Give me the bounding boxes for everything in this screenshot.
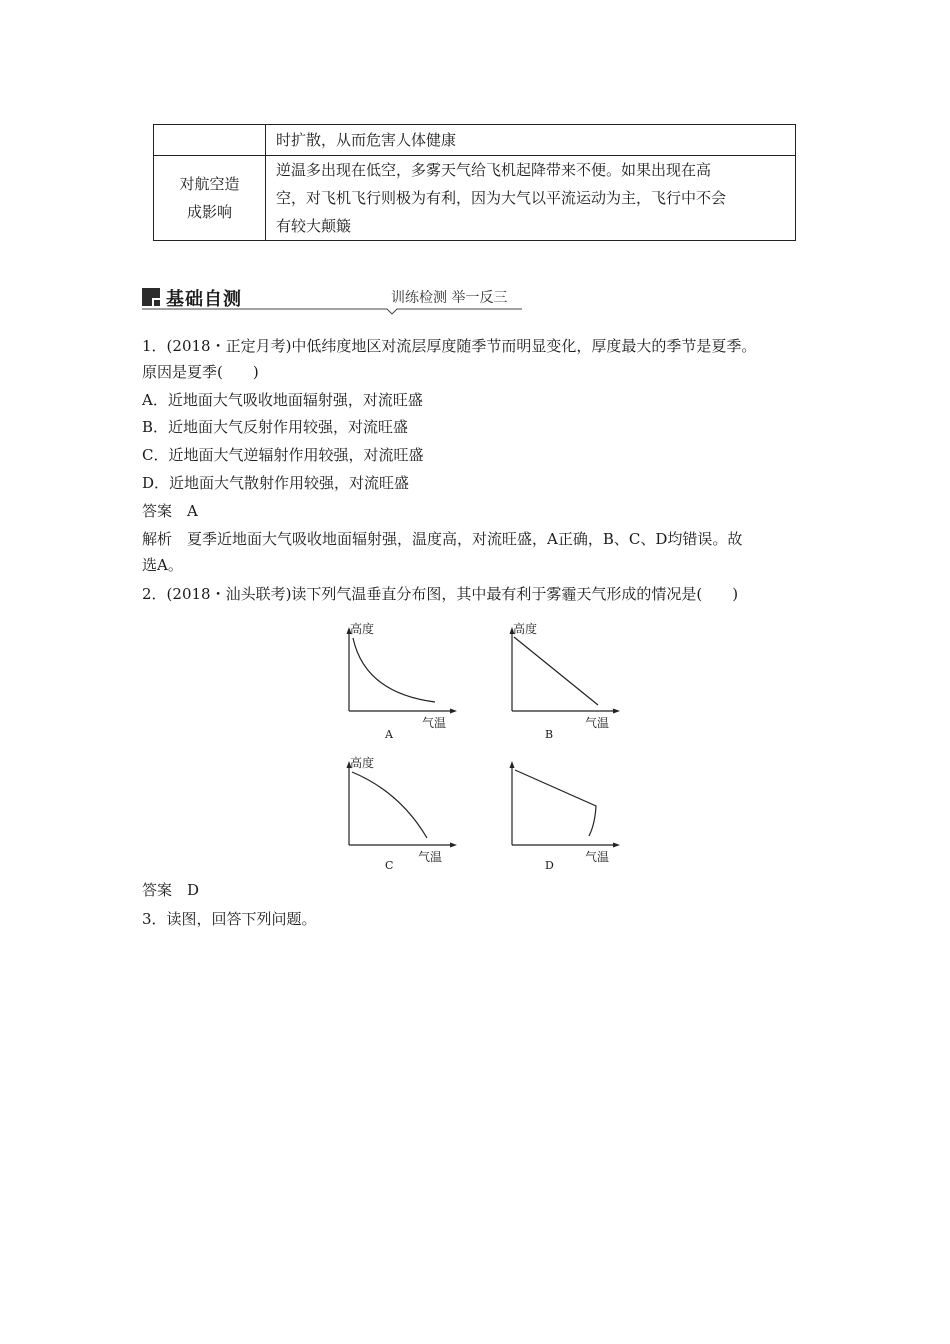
- q1-answer: 答案 A: [142, 502, 198, 520]
- x-axis-label: 气温: [585, 850, 610, 864]
- q3-stem: 3．读图，回答下列问题。: [142, 910, 317, 928]
- info-table: [153, 124, 796, 241]
- table-text-line: 空，对飞机飞行则极为有利，因为大气以平流运动为主，飞行中不会: [276, 189, 727, 207]
- q1-analysis-line: 选A。: [142, 556, 183, 574]
- y-axis-label: 高度: [350, 756, 375, 770]
- q1-stem-line: 1．(2018・正定月考)中低纬度地区对流层厚度随季节而明显变化，厚度最大的季节是夏季。: [142, 337, 757, 355]
- chart-d: [503, 752, 653, 877]
- temperature-line: [514, 637, 598, 705]
- section-underline: [142, 307, 522, 317]
- x-axis-arrow: [613, 709, 620, 714]
- q2-answer: 答案 D: [142, 881, 200, 899]
- table-text-line: 时扩散，从而危害人体健康: [276, 131, 457, 149]
- x-axis-arrow: [450, 843, 457, 848]
- temperature-curve: [515, 770, 596, 836]
- table-row: [154, 156, 796, 241]
- chart-c: [340, 752, 490, 877]
- x-axis-label: 气温: [585, 716, 610, 730]
- table-text-line: 逆温多出现在低空，多雾天气给飞机起降带来不便。如果出现在高: [276, 161, 712, 179]
- chart-caption: B: [545, 728, 554, 741]
- q1-option: B．近地面大气反射作用较强，对流旺盛: [142, 418, 409, 436]
- temperature-curve: [352, 772, 427, 838]
- q1-option: A．近地面大气吸收地面辐射强，对流旺盛: [142, 391, 423, 409]
- table-label-line: 成影响: [186, 203, 232, 221]
- table-row: [154, 125, 796, 156]
- table-text-line: 有较大颠簸: [276, 217, 352, 235]
- chart-b: [503, 618, 653, 743]
- table-cell-text: [266, 125, 796, 156]
- y-axis-arrow: [510, 761, 515, 768]
- table-label-line: 对航空造: [179, 175, 240, 193]
- temperature-curve: [353, 638, 435, 702]
- y-axis-label: 高度: [350, 622, 375, 636]
- q1-stem-line: 原因是夏季( ): [142, 363, 259, 381]
- q2-stem: 2．(2018・汕头联考)读下列气温垂直分布图，其中最有利于雾霾天气形成的情况是( ): [142, 585, 739, 603]
- x-axis-label: 气温: [418, 850, 443, 864]
- section-square-icon: [142, 288, 160, 306]
- section-header: [142, 285, 522, 315]
- chart-caption: D: [545, 859, 554, 872]
- table-cell-label: [154, 156, 266, 241]
- table-cell-label: [154, 125, 266, 156]
- chart-d-svg: [503, 752, 653, 877]
- chart-caption: C: [385, 859, 394, 872]
- x-axis-label: 气温: [422, 716, 447, 730]
- chart-a: [340, 618, 490, 743]
- section-subtitle: 训练检测 举一反三: [391, 290, 508, 306]
- table-cell-text: [266, 156, 796, 241]
- x-axis-arrow: [450, 709, 457, 714]
- q1-option: D．近地面大气散射作用较强，对流旺盛: [142, 474, 410, 492]
- q1-option: C．近地面大气逆辐射作用较强，对流旺盛: [142, 446, 424, 464]
- y-axis-label: 高度: [513, 622, 538, 636]
- x-axis-arrow: [613, 843, 620, 848]
- q1-analysis-line: 解析 夏季近地面大气吸收地面辐射强，温度高，对流旺盛，A正确，B、C、D均错误。故: [142, 530, 743, 548]
- chart-caption: A: [385, 728, 393, 741]
- section-title: 基础自测: [166, 289, 242, 310]
